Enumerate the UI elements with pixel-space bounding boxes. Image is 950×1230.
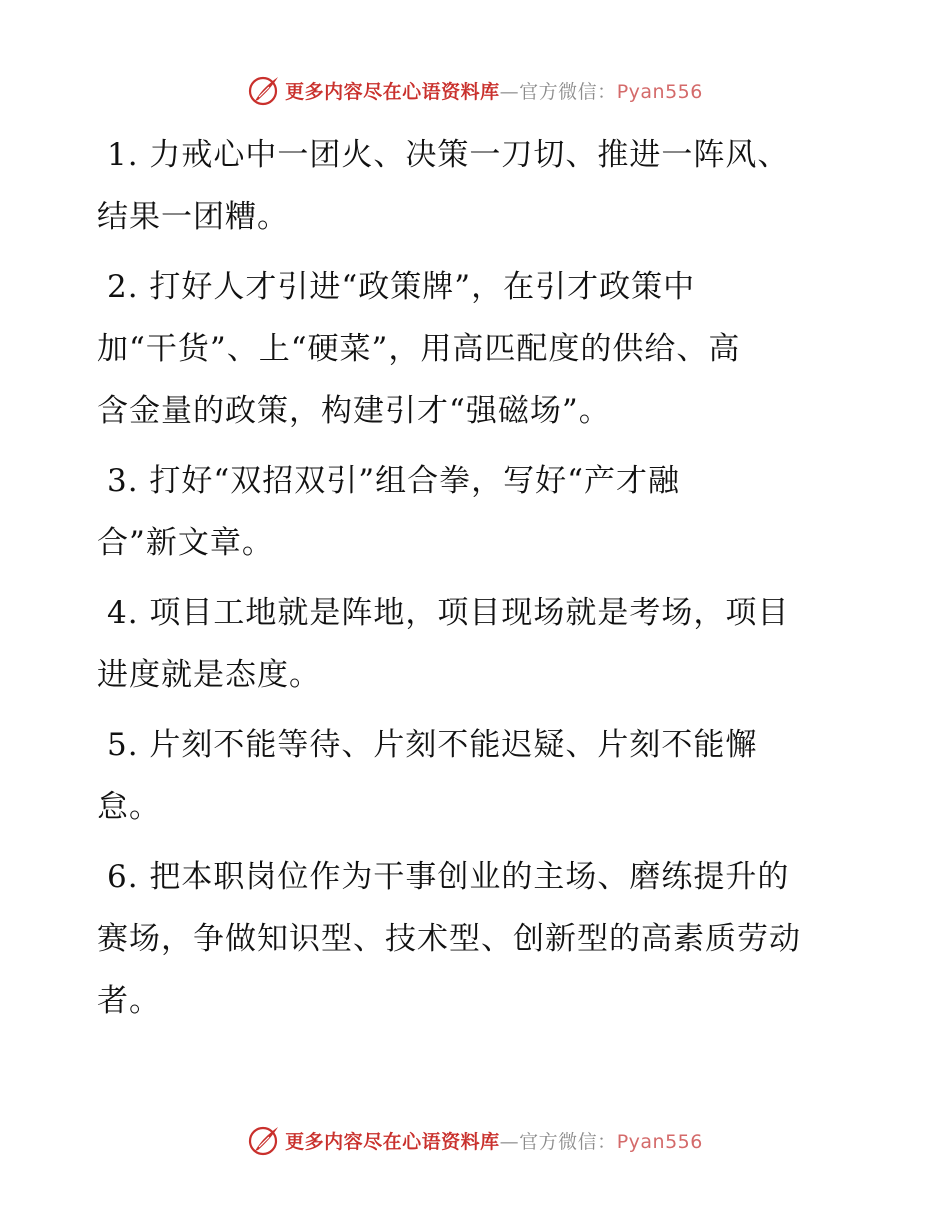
item-line: 3. 打好“双招双引”组合拳，写好“产才融 [107, 463, 680, 499]
item-line: 含金量的政策，构建引才“强磁场”。 [97, 393, 611, 429]
watermark-label: 官方微信： [519, 80, 617, 103]
header-watermark [0, 70, 950, 110]
item-line: 进度就是态度。 [97, 657, 321, 693]
item-line: 6. 把本职岗位作为干事创业的主场、磨练提升的 [107, 859, 790, 895]
quill-logo-icon [247, 1123, 281, 1157]
watermark-brand: 更多内容尽在心语资料库 [285, 1130, 500, 1153]
item-line: 结果一团糟。 [97, 199, 289, 235]
list-item [97, 582, 857, 706]
item-line: 4. 项目工地就是阵地，项目现场就是考场，项目 [107, 595, 790, 631]
list-item [97, 124, 857, 248]
item-line: 怠。 [97, 789, 161, 825]
watermark-label: 官方微信： [519, 1130, 617, 1153]
watermark-id: Pyan556 [616, 80, 703, 103]
watermark-id: Pyan556 [616, 1130, 703, 1153]
quill-logo-icon [247, 73, 281, 107]
item-line: 5. 片刻不能等待、片刻不能迟疑、片刻不能懈 [107, 727, 758, 763]
list-item [97, 256, 857, 442]
item-line: 合”新文章。 [97, 525, 274, 561]
item-line: 赛场，争做知识型、技术型、创新型的高素质劳动 [97, 921, 801, 957]
watermark-dash: — [499, 1130, 520, 1153]
item-line: 者。 [97, 983, 161, 1019]
list-item [97, 846, 857, 1032]
watermark-text [285, 77, 703, 104]
item-line: 加“干货”、上“硬菜”，用高匹配度的供给、高 [97, 331, 741, 367]
list-item [97, 450, 857, 574]
watermark-dash: — [499, 80, 520, 103]
watermark-text [285, 1127, 703, 1154]
footer-watermark [0, 1120, 950, 1160]
item-line: 1. 力戒心中一团火、决策一刀切、推进一阵风、 [107, 137, 790, 173]
watermark-brand: 更多内容尽在心语资料库 [285, 80, 500, 103]
list-item [97, 714, 857, 838]
document-body [97, 124, 857, 1040]
item-line: 2. 打好人才引进“政策牌”，在引才政策中 [107, 269, 696, 305]
